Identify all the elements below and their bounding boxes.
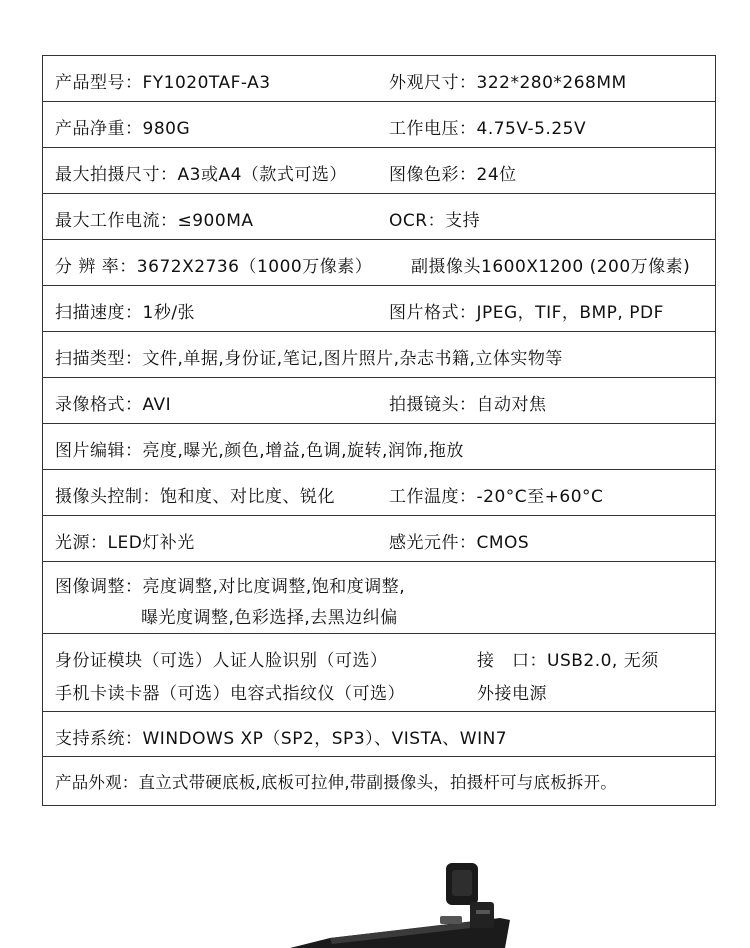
spec-row-resolution bbox=[43, 240, 715, 286]
spec-table bbox=[42, 55, 716, 806]
spec-resolution: 分 辨 率：3672X2736（1000万像素） bbox=[55, 257, 373, 277]
spec-system: 支持系统：WINDOWS XP（SP2，SP3）、VISTA、WIN7 bbox=[55, 729, 508, 749]
spec-color-depth: 图像色彩：24位 bbox=[389, 165, 517, 185]
spec-row-speed bbox=[43, 286, 715, 332]
spec-row-modules bbox=[43, 634, 715, 712]
spec-modules-line1: 身份证模块（可选）人证人脸识别（可选） bbox=[55, 651, 388, 671]
spec-weight: 产品净重：980G bbox=[55, 119, 191, 139]
spec-row-current bbox=[43, 194, 715, 240]
spec-scan-speed: 扫描速度：1秒/张 bbox=[55, 303, 196, 323]
spec-scan-type: 扫描类型：文件,单据,身份证,笔记,图片照片,杂志书籍,立体实物等 bbox=[55, 349, 563, 369]
spec-lens: 拍摄镜头：自动对焦 bbox=[389, 395, 547, 415]
spec-camera-control: 摄像头控制：饱和度、对比度、锐化 bbox=[55, 487, 335, 507]
spec-max-current: 最大工作电流：≤900MA bbox=[55, 211, 254, 231]
spec-row-weight bbox=[43, 102, 715, 148]
spec-row-size bbox=[43, 148, 715, 194]
spec-video-format: 录像格式：AVI bbox=[55, 395, 172, 415]
spec-row-adjust bbox=[43, 562, 715, 634]
spec-interface: 接 口：USB2.0, 无须 bbox=[477, 651, 659, 671]
scanner-product-image bbox=[0, 850, 750, 948]
spec-row-scan-type bbox=[43, 332, 715, 378]
spec-appearance: 产品外观：直立式带硬底板,底板可拉伸,带副摄像头，拍摄杆可与底板拆开。 bbox=[55, 773, 617, 792]
spec-row-camera-control bbox=[43, 470, 715, 516]
spec-sensor: 感光元件：CMOS bbox=[389, 533, 530, 553]
spec-model: 产品型号：FY1020TAF-A3 bbox=[55, 73, 271, 93]
spec-image-format: 图片格式：JPEG，TIF，BMP, PDF bbox=[389, 303, 664, 323]
spec-row-system bbox=[43, 712, 715, 757]
spec-voltage: 工作电压：4.75V-5.25V bbox=[389, 119, 587, 139]
spec-dimensions: 外观尺寸：322*280*268MM bbox=[389, 73, 627, 93]
spec-power: 外接电源 bbox=[477, 684, 547, 704]
spec-image-edit: 图片编辑：亮度,曝光,颜色,增益,色调,旋转,润饰,拖放 bbox=[55, 441, 464, 461]
spec-row-appearance bbox=[43, 757, 715, 805]
spec-max-size: 最大拍摄尺寸：A3或A4（款式可选） bbox=[55, 165, 347, 185]
spec-adjust-line2: 曝光度调整,色彩选择,去黑边纠偏 bbox=[141, 608, 398, 628]
spec-ocr: OCR：支持 bbox=[389, 211, 481, 231]
spec-modules-line2: 手机卡读卡器（可选）电容式指纹仪（可选） bbox=[55, 684, 405, 704]
spec-sub-camera: 副摄像头1600X1200 (200万像素) bbox=[411, 257, 691, 277]
spec-row-light bbox=[43, 516, 715, 562]
spec-row-model bbox=[43, 56, 715, 102]
spec-adjust-line1: 图像调整：亮度调整,对比度调整,饱和度调整, bbox=[55, 577, 406, 597]
spec-row-video bbox=[43, 378, 715, 424]
spec-temperature: 工作温度：-20°C至+60°C bbox=[389, 487, 604, 507]
spec-row-edit bbox=[43, 424, 715, 470]
spec-light-source: 光源：LED灯补光 bbox=[55, 533, 195, 553]
